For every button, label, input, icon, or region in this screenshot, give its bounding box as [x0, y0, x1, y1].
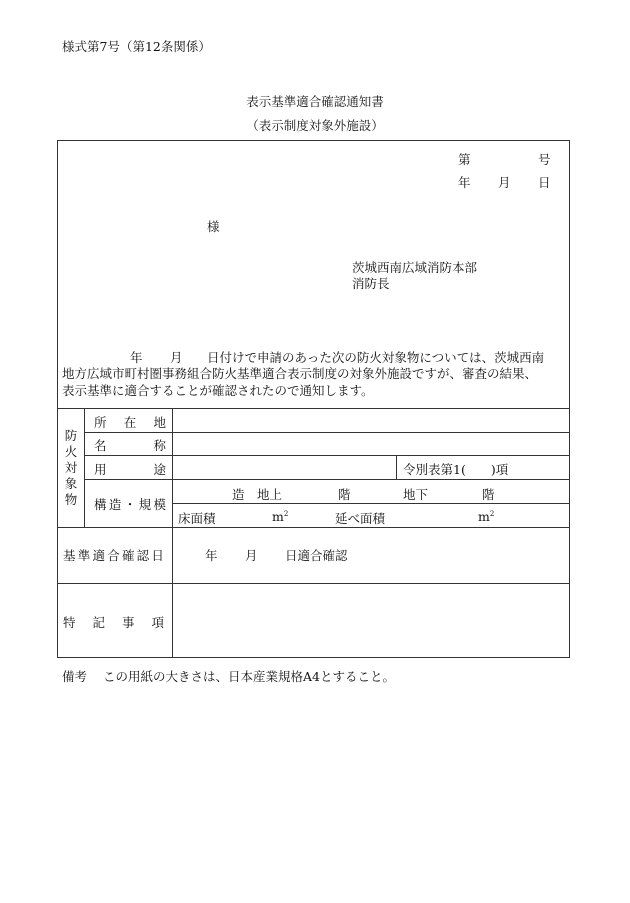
total-area-label: 延べ面積 [335, 511, 386, 526]
document-title: 表示基準適合確認通知書 [246, 94, 384, 109]
group-label-fire-object: 防 火 対 象 物 [64, 428, 78, 507]
group-divider [84, 408, 85, 527]
use-field[interactable] [173, 456, 395, 478]
use-table-reference: 令別表第1( )項 [403, 462, 509, 477]
remarks-field[interactable] [173, 584, 569, 656]
footnote-label: 備考 [62, 669, 88, 684]
form-frame [57, 140, 570, 658]
body-line2: 地方広域市町村圏事務組合防火基準適合表示制度の対象外施設ですが、審査の結果、 [62, 366, 538, 381]
date-year: 年 [458, 175, 471, 190]
label-confirm-date: 基 準 適 合 確 認 日 [63, 548, 164, 563]
body-line1: 日付けで申請のあった次の防火対象物については、茨城西南 [207, 350, 545, 365]
floor-area-label: 床面積 [178, 511, 216, 526]
number-prefix: 第 [458, 152, 471, 167]
footnote-text: この用紙の大きさは、日本産業規格A4とすること。 [103, 669, 395, 684]
name-field[interactable] [173, 433, 569, 454]
floors-below-label: 地下 [403, 487, 429, 502]
date-month: 月 [498, 175, 511, 190]
confirm-month: 月 [245, 548, 258, 563]
body-line3: 表示基準に適合することが確認されたので通知します。 [62, 383, 374, 398]
structure-label: 造 [232, 487, 245, 502]
floor-area-unit: $m^2$ [272, 509, 289, 524]
total-area-unit: $m^2$ [478, 509, 495, 524]
floors-above-label: 地上 [257, 487, 283, 502]
label-location: 所 在 地 [94, 415, 166, 430]
floors-below-unit: 階 [482, 487, 495, 502]
confirm-day-text: 日適合確認 [285, 548, 348, 563]
form-number: 様式第7号（第12条関係） [62, 39, 211, 54]
body-year: 年 [130, 350, 143, 365]
document-subtitle: （表示制度対象外施設） [246, 118, 384, 133]
date-day: 日 [538, 175, 551, 190]
label-structure-scale: 構 造 ・ 規 模 [94, 497, 166, 512]
sender-org: 茨城西南広域消防本部 [352, 260, 478, 275]
floors-above-unit: 階 [338, 487, 351, 502]
label-use: 用 途 [94, 462, 166, 477]
number-suffix: 号 [538, 152, 551, 167]
addressee-suffix: 様 [207, 219, 220, 234]
body-month: 月 [170, 350, 183, 365]
confirm-year: 年 [205, 548, 218, 563]
label-remarks: 特 記 事 項 [63, 615, 164, 630]
label-name: 名 称 [94, 438, 166, 453]
location-field[interactable] [173, 409, 569, 431]
sender-title: 消防長 [352, 276, 390, 291]
